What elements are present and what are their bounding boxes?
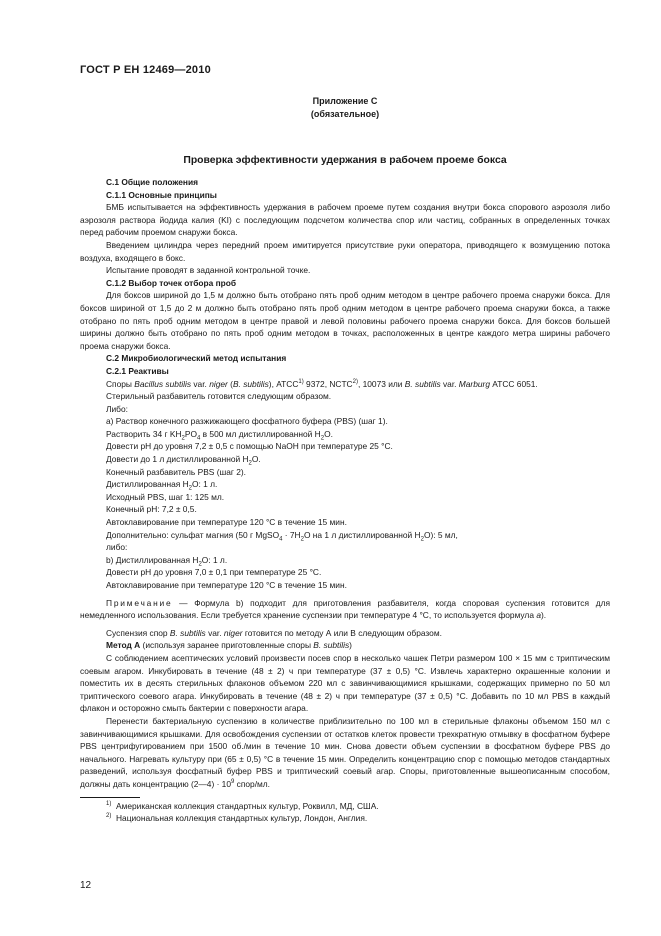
paragraph: БМБ испытывается на эффективность удержания в рабочем проеме путем создания внутри бокса спорового аэрозоля либо аэрозоля раствора йодида калия (KI) с последующим подсчетом количества спор или частиц, собранных в определенных точках перед рабочим проемом снаружи бокса.	[80, 202, 610, 238]
paragraph: С соблюдением асептических условий произвести посев спор в несколько чашек Петри размером 100 × 15 мм с триптическим соевым агаром. Инкубировать в течение (48 ± 2) ч при температуре (37 ± 0,5) °С. Извлечь характерно окрашенные колонии и поместить их в десять стерильных флаконов объемом 220 мл с завинчивающимися крышками, содержащих примерно по 50 мл триптического соевого агара. Инкубировать в течение (48 ± 2) ч при температуре (37 ± 0,5) °С. Добавить по 10 мл PBS в каждый флакон и осторожно смыть бактерии с поверхности агара.	[80, 652, 610, 714]
note: Примечание — Формула b) подходит для приготовления разбавителя, когда споровая суспензия готовится для немедленного использования. Если требуется хранение суспензии при температуре 4 °С, то используется формула а).	[80, 597, 610, 621]
text-line: Конечный pH: 7,2 ± 0,5.	[106, 504, 197, 515]
subsection-heading: С.2.1 Реактивы	[106, 365, 169, 376]
spores-line: Споры Bacillus subtilis var. niger (B. subtilis), АТСС$^{1)}$ 9372, NCTC$^{2)}$, 10073 или B. subtilis var. Marburg АТСС 6051.	[106, 378, 538, 389]
appendix-label: Приложение С	[312, 96, 378, 106]
text-line: Дистиллированная $H_2O$: 1 л.	[106, 479, 218, 492]
method-heading: Метод А (используя заранее приготовленные споры B. subtilis)	[106, 640, 352, 651]
text-line: Дополнительно: сульфат магния (50 г MgSO$_4$ · $7H_2O$ на 1 л дистиллированной $H_2O$): 5 мл,	[106, 529, 458, 543]
subsection-heading: С.1.1 Основные принципы	[106, 189, 217, 200]
list-item: b) Дистиллированная $H_2O$: 1 л.	[106, 554, 228, 568]
paragraph: Для боксов шириной до 1,5 м должно быть отобрано пять проб одним методом в центре рабочего проема снаружи бокса. Для боксов шириной от 1,5 до 2 м должно быть отобрано пять проб одним методом в центре рабочего проема снаружи бокса, а также отобрано по пять проб одним методом в центре правой и левой половины рабочего проема снаружи бокса. Для боксов большей ширины должно быть отобрано по пять проб одним методом в точках, расположенных в центре каждого метра ширины рабочего проема снаружи бокса.	[80, 290, 610, 351]
paragraph: Перенести бактериальную суспензию в количестве приблизительно по 100 мл в стерильные флаконы объемом 150 мл с завинчивающимися крышками. Для освобождения суспензии от остатков клеток провести трехкратную отмывку в фосфатном буфере PBS центрифугированием при 1500 об./мин в течение 10 мин. Снова довести объем суспензии в фосфатном буфере PBS до начального. Нагревать культуру при (65 ± 0,5) °С в течение 15 мин. Определить концентрацию спор с помощью методов стандартных разведений, используя фосфатный буфер PBS и триптический соевый агар. Споры, приготовленные вышеописанным способом, должны дать концентрацию (2—4) · $10^9$ спор/мл.	[80, 715, 610, 789]
document-body	[80, 176, 610, 825]
footnote: $^{1)}$ Американская коллекция стандартных культур, Роквилл, МД, США.	[106, 800, 379, 811]
text-line: Либо:	[106, 403, 128, 414]
paragraph: Введением цилиндра через передний проем имитируется присутствие руки оператора, приводящего к возмущению потока воздуха, входящего в бокс.	[80, 239, 610, 263]
subsection-heading: С.1.2 Выбор точек отбора проб	[106, 277, 237, 288]
text-line: Довести pH до уровня 7,2 ± 0,5 с помощью NaOH при температуре 25 °С.	[106, 441, 393, 452]
appendix-heading	[240, 95, 450, 121]
section-heading: С.1 Общие положения	[106, 177, 199, 187]
list-item: а) Раствор конечного разжижающего фосфатного буфера (PBS) (шаг 1).	[106, 416, 388, 427]
section-heading: С.2 Микробиологический метод испытания	[106, 353, 287, 364]
text-line: либо:	[106, 542, 128, 553]
text-line: Автоклавирование при температуре 120 °С в течение 15 мин.	[106, 517, 347, 528]
paragraph: Суспензия спор B. subtilis var. niger готовится по методу А или В следующим образом.	[106, 627, 442, 638]
text-line: Довести до 1 л дистиллированной $H_2O$.	[106, 454, 261, 467]
text-line: Довести pH до уровня 7,0 ± 0,1 при температуре 25 °С.	[106, 567, 322, 578]
standard-header: ГОСТ Р ЕН 12469—2010	[80, 64, 211, 76]
text-line: Конечный разбавитель PBS (шаг 2).	[106, 466, 247, 477]
appendix-type: (обязательное)	[310, 109, 380, 119]
appendix-title: Проверка эффективности удержания в рабочем проеме бокса	[183, 155, 507, 166]
text-line: Исходный PBS, шаг 1: 125 мл.	[106, 491, 225, 502]
paragraph: Испытание проводят в заданной контрольной точке.	[106, 265, 311, 276]
text-line: Стерильный разбавитель готовится следующим образом.	[106, 391, 332, 402]
footnote: $^{2)}$ Национальная коллекция стандартных культур, Лондон, Англия.	[106, 813, 368, 824]
page-number: 12	[80, 880, 92, 891]
footnote-divider	[80, 797, 140, 798]
text-line: Автоклавирование при температуре 120 °С в течение 15 мин.	[106, 580, 347, 590]
text-line: Растворить 34 г $KH_2PO_4$ в 500 мл дистиллированной $H_2O$.	[106, 428, 333, 442]
